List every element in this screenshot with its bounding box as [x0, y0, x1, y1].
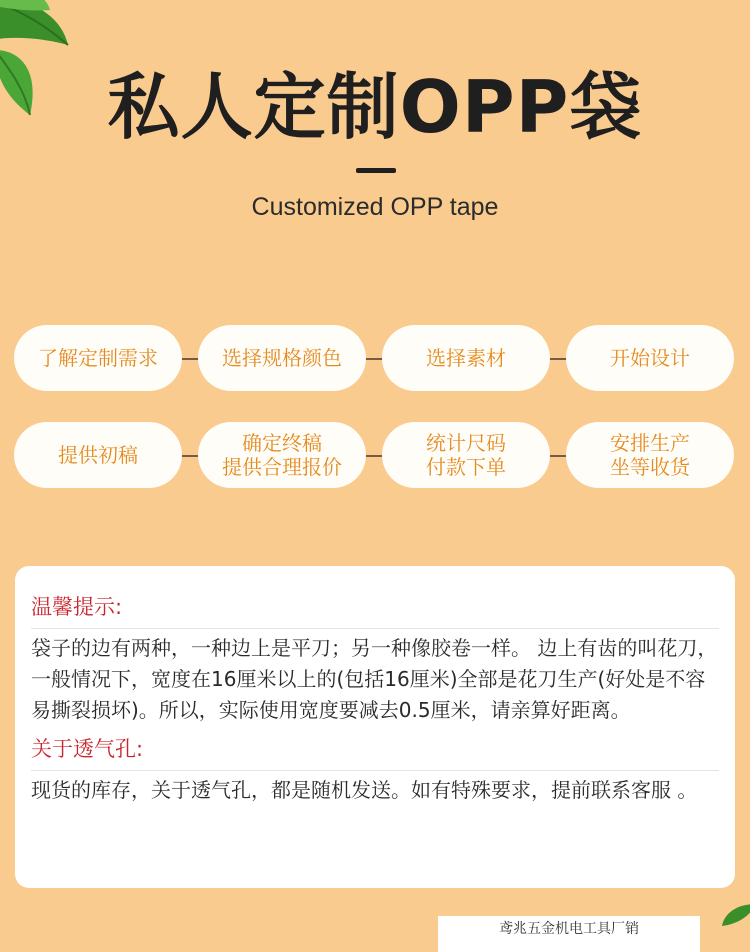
process-steps-row-2: [14, 422, 736, 488]
step-label: 统计尺码: [426, 431, 506, 455]
step-label: 确定终稿: [242, 431, 322, 455]
step-label: 提供初稿: [58, 443, 138, 467]
step-pill: [382, 325, 550, 391]
step-label: 坐等收货: [610, 455, 690, 479]
page-title: 私人定制OPP袋: [107, 65, 643, 149]
step-pill: [14, 325, 182, 391]
tip-heading: 温馨提示:: [31, 595, 123, 619]
divider: [31, 770, 719, 771]
step-pill: [566, 422, 734, 488]
step-label: 了解定制需求: [38, 346, 158, 370]
step-label: 选择规格颜色: [222, 346, 342, 370]
step-label: 开始设计: [610, 346, 690, 370]
process-steps-row-1: [14, 325, 736, 391]
step-pill: [566, 325, 734, 391]
step-label: 付款下单: [426, 455, 506, 479]
divider: [31, 628, 719, 629]
step-pill: [198, 422, 366, 488]
step-pill: [14, 422, 182, 488]
tip-body: 袋子的边有两种，一种边上是平刀；另一种像胶卷一样。 边上有齿的叫花刀，一般情况下，宽度在16厘米以上的(包括16厘米)全部是花刀生产(好处是不容易撕裂损坏)。所以，实际使用宽度要减去0.5厘米，请亲算好距离。: [31, 636, 718, 722]
watermark-label: 鸢兆五金机电工具厂销: [438, 916, 700, 952]
step-label: 提供合理报价: [222, 455, 342, 479]
leaf-decoration-icon: [716, 900, 750, 940]
notice-card: [15, 566, 735, 888]
page-subtitle: Customized OPP tape: [251, 193, 499, 221]
step-label: 安排生产: [610, 431, 690, 455]
step-pill: [382, 422, 550, 488]
vent-heading: 关于透气孔:: [31, 737, 144, 761]
step-label: 选择素材: [426, 346, 506, 370]
title-divider: [356, 168, 396, 173]
step-pill: [198, 325, 366, 391]
vent-body: 现货的库存，关于透气孔，都是随机发送。如有特殊要求，提前联系客服 。: [31, 778, 698, 802]
